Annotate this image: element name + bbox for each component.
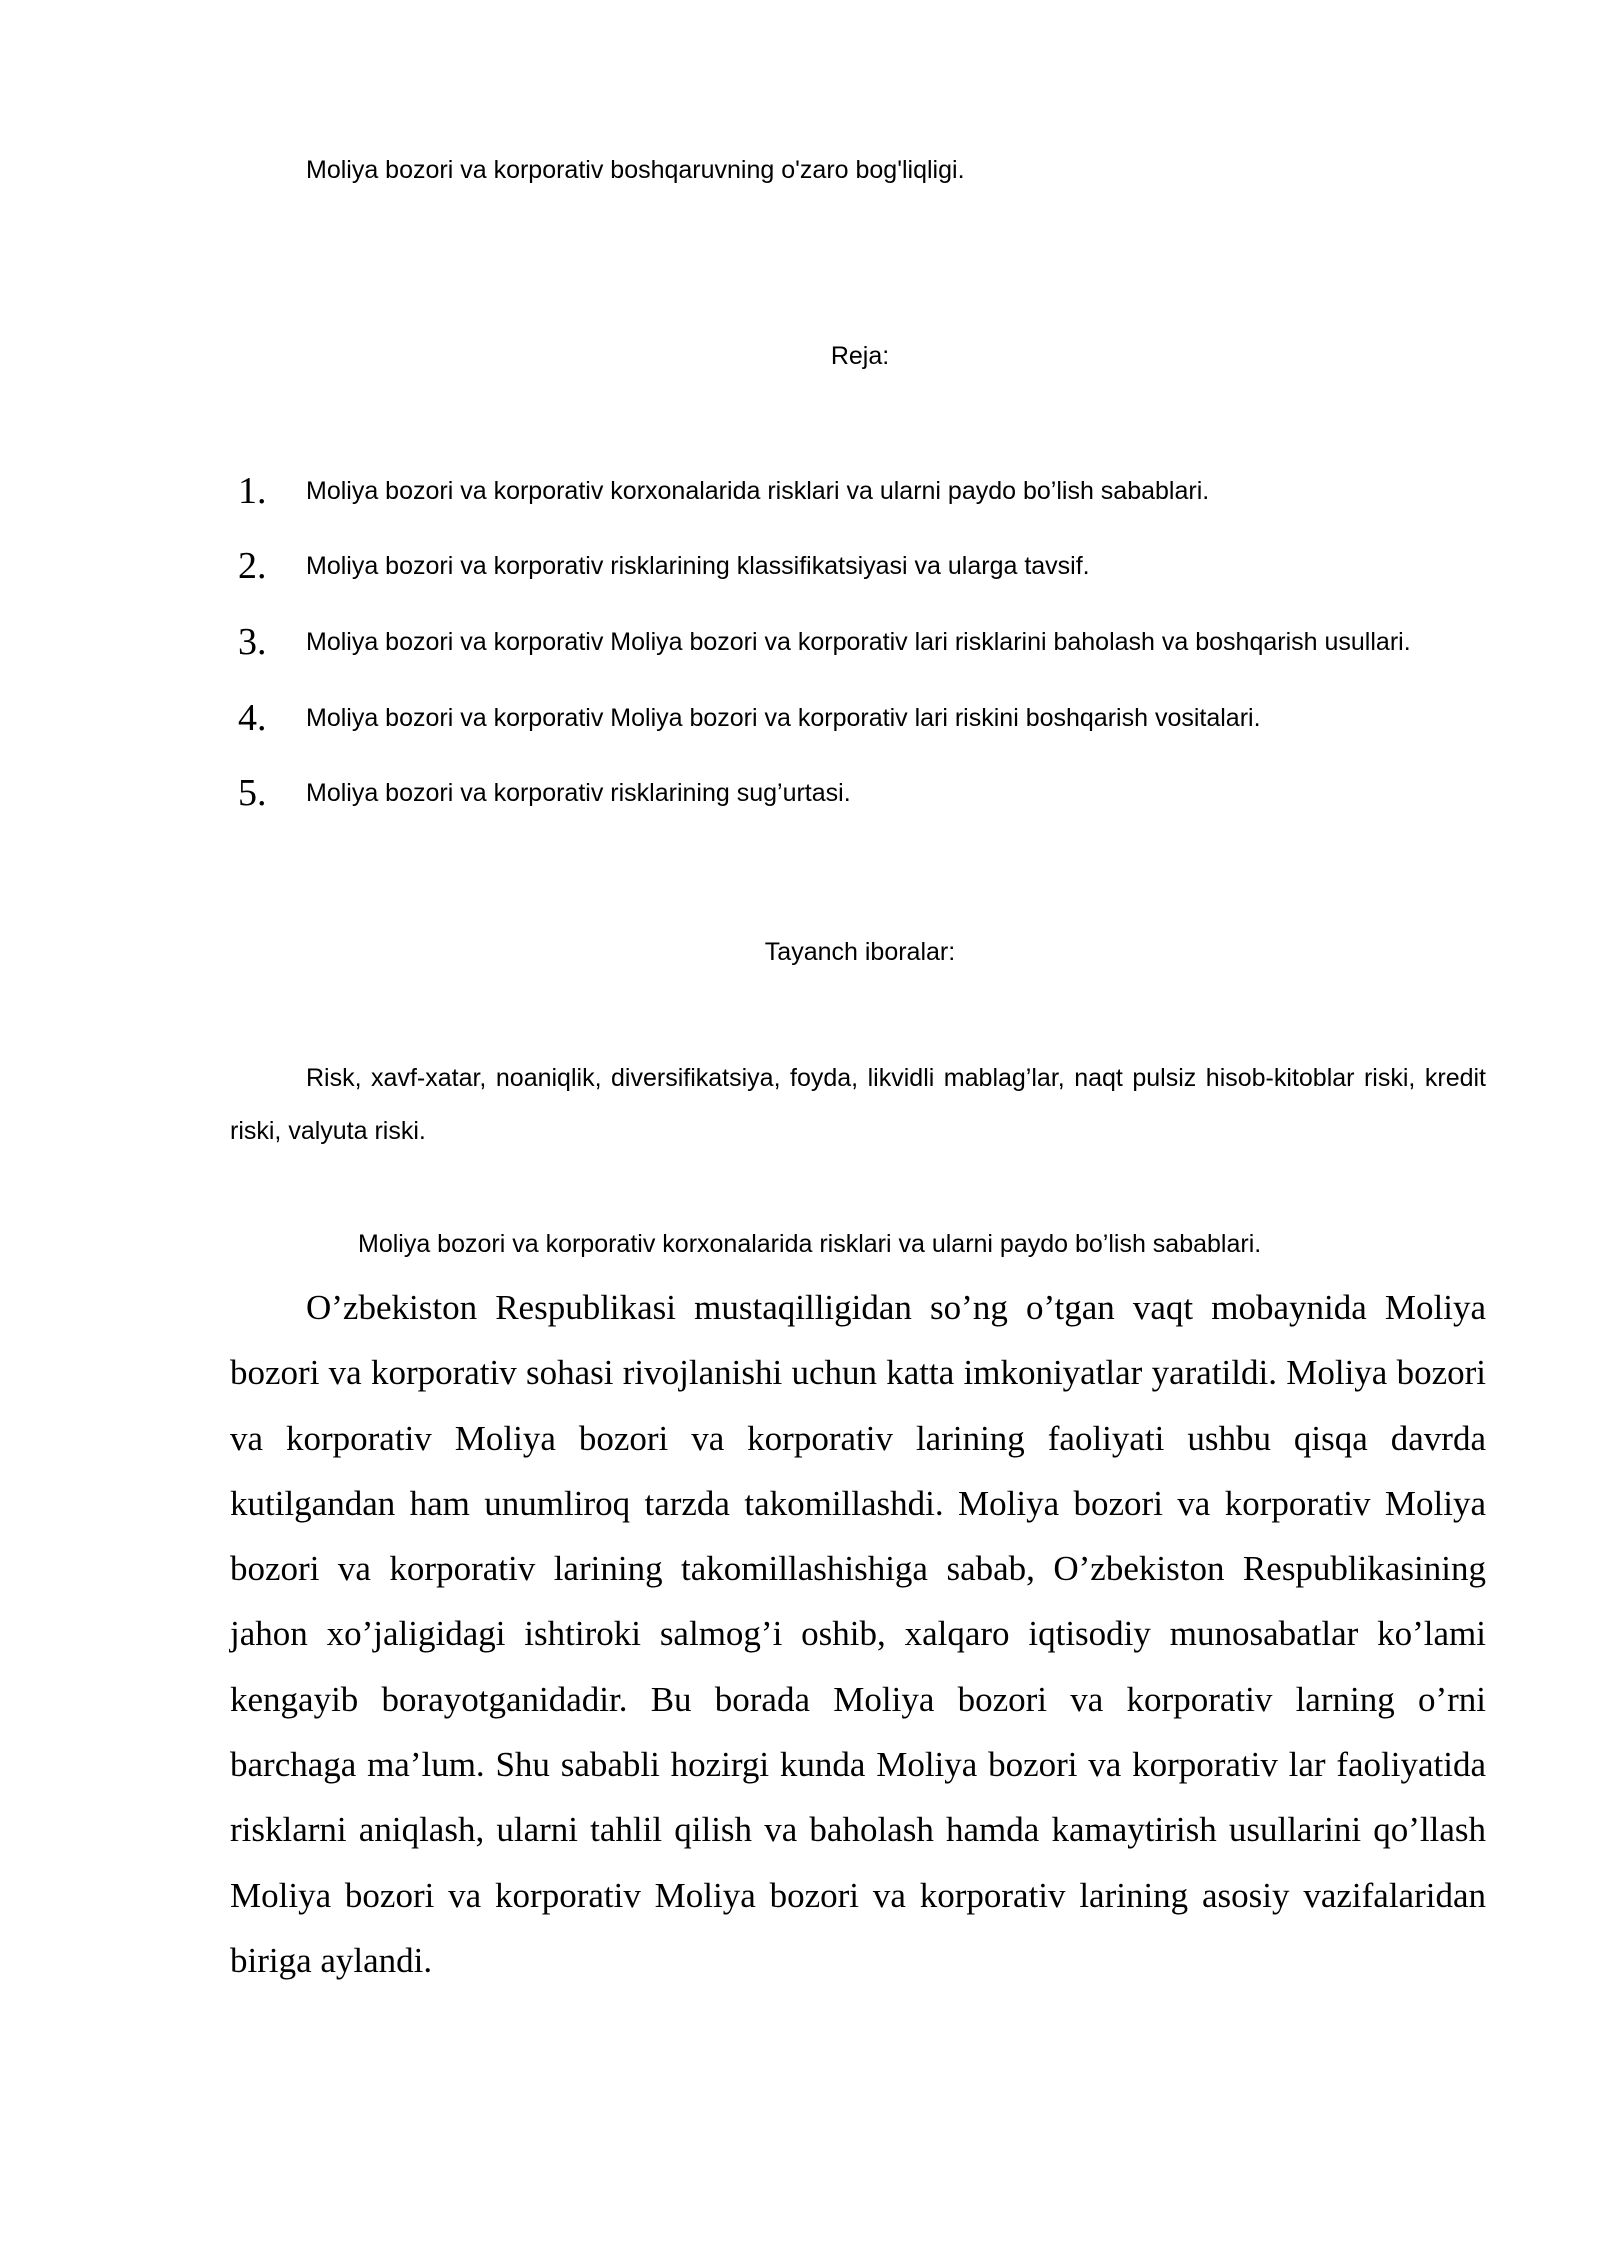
plan-item bbox=[230, 766, 1486, 820]
body-paragraph: O’zbekiston Respublikasi mustaqilligidan so’ng o’tgan vaqt mobaynida Moliya bozori va korporativ sohasi rivojlanishi uchun katta imkoniyatlar yaratildi. Moliya bozori va korporativ Moliya bozori va korporativ larining faoliyati ushbu qisqa davrda kutilgandan ham unumliroq tarzda takomillashdi. Moliya bozori va korporativ Moliya bozori va korporativ larining takomillashishiga sabab, O’zbekiston Respublikasining jahon xo’jaligidagi ishtiroki salmog’i oshib, xalqaro iqtisodiy munosabatlar ko’lami kengayib borayotganidadir. Bu borada Moliya bozori va korporativ larning o’rni barchaga ma’lum. Shu sababli hozirgi kunda Moliya bozori va korporativ lar faoliyatida risklarni aniqlash, ularni tahlil qilish va baholash hamda kamaytirish usullarini qo’llash Moliya bozori va korporativ Moliya bozori va korporativ larining asosiy vazifalaridan biriga aylandi. bbox=[230, 1288, 1486, 1980]
plan-item-text: Moliya bozori va korporativ Moliya bozori va korporativ lari risklarini baholash va boshqarish usullari. bbox=[306, 628, 1411, 656]
plan-list bbox=[230, 464, 1486, 841]
plan-item-number: 2. bbox=[238, 545, 267, 587]
plan-item-text: Moliya bozori va korporativ risklarining klassifikatsiyasi va ularga tavsif. bbox=[306, 552, 1090, 580]
keywords-text: Risk, xavf-xatar, noaniqlik, diversifikatsiya, foyda, likvidli mablag’lar, naqt pulsiz hisob-kitoblar riski, kredit riski, valyuta riski. bbox=[230, 1064, 1486, 1145]
plan-item-number: 5. bbox=[238, 772, 267, 814]
plan-item-number: 4. bbox=[238, 697, 267, 739]
keywords-heading: Tayanch iboralar: bbox=[764, 938, 956, 966]
plan-item-text: Moliya bozori va korporativ korxonalarida risklari va ularni paydo bo’lish sabablari. bbox=[306, 477, 1210, 505]
plan-item bbox=[230, 614, 1486, 670]
plan-item-text: Moliya bozori va korporativ Moliya bozori va korporativ lari riskini boshqarish vositalari. bbox=[306, 704, 1261, 732]
plan-item-text: Moliya bozori va korporativ risklarining sug’urtasi. bbox=[306, 779, 851, 807]
plan-item-number: 3. bbox=[238, 621, 267, 663]
plan-item bbox=[230, 539, 1486, 593]
plan-item bbox=[230, 691, 1486, 745]
plan-item-number: 1. bbox=[238, 470, 267, 512]
plan-item bbox=[230, 464, 1486, 518]
section-heading: Moliya bozori va korporativ korxonalarida risklari va ularni paydo bo’lish sabablari. bbox=[358, 1230, 1262, 1258]
document-title: Moliya bozori va korporativ boshqaruvning o'zaro bog'liqligi. bbox=[306, 156, 965, 184]
plan-heading: Reja: bbox=[830, 342, 890, 370]
